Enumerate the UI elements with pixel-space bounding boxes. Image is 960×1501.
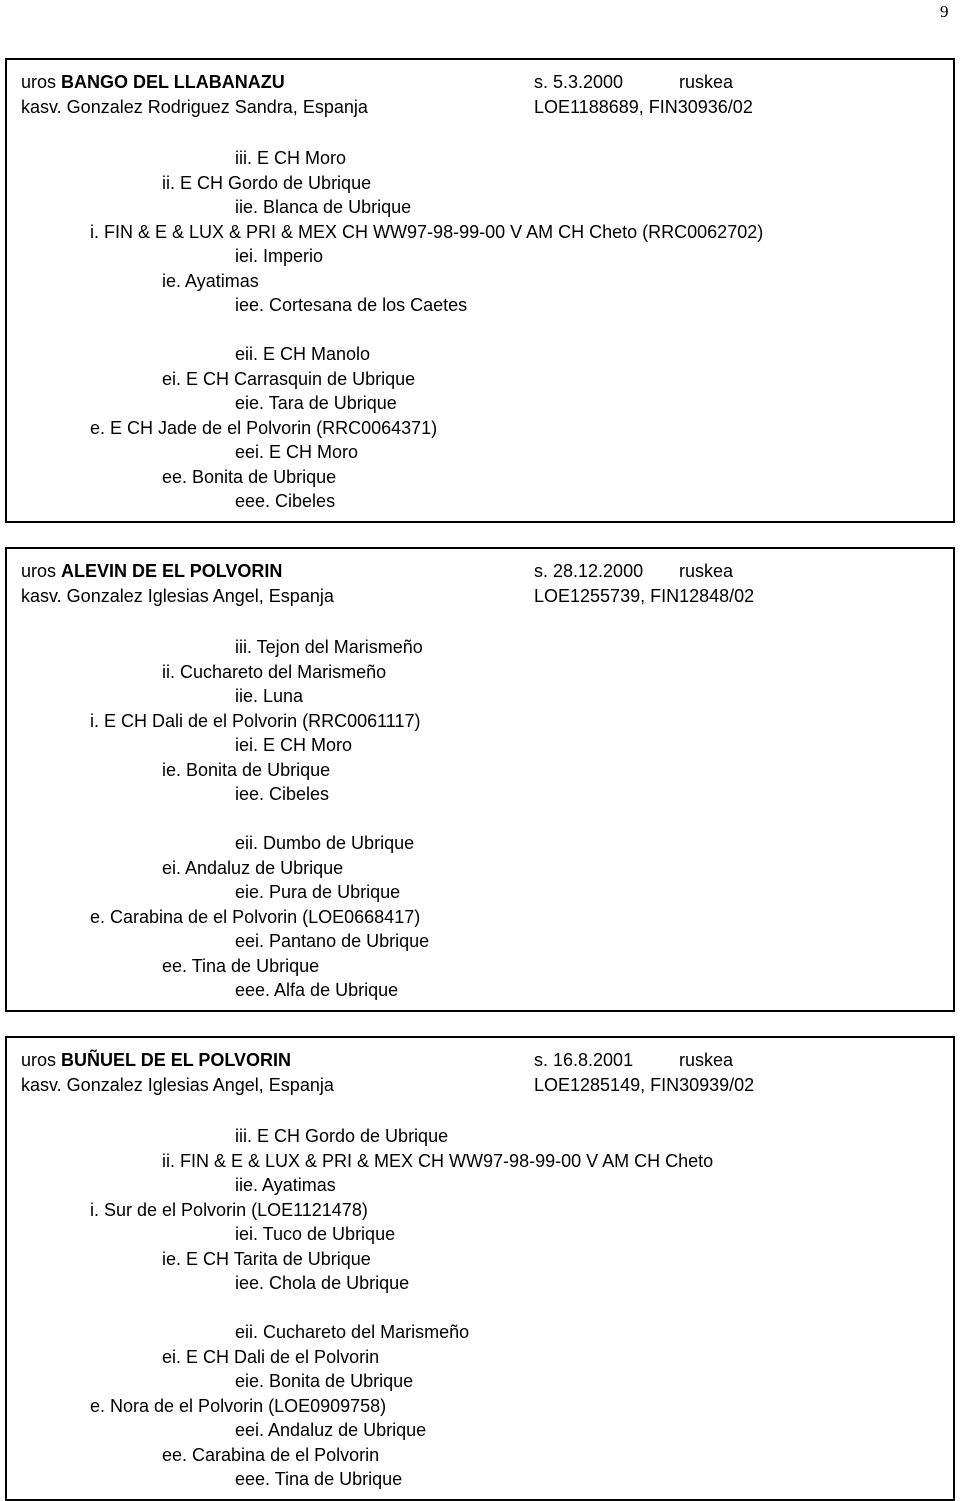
pedigree-ancestor: i. E CH Dali de el Polvorin (RRC0061117) <box>90 710 421 731</box>
pedigree-ancestor: ee. Bonita de Ubrique <box>162 466 337 487</box>
pedigree-line <box>7 489 953 513</box>
pedigree-line <box>7 195 953 219</box>
pedigree-line <box>7 782 953 806</box>
pedigree-line <box>7 635 953 659</box>
entry-breeder-row <box>7 1073 953 1097</box>
pedigree-ancestor: iie. Ayatimas <box>235 1175 336 1195</box>
pedigree-ancestor: e. E CH Jade de el Polvorin (RRC0064371) <box>90 417 438 438</box>
pedigree-line <box>7 146 953 170</box>
pedigree-ancestor: iii. E CH Gordo de Ubrique <box>235 1126 449 1146</box>
pedigree-ancestor: ii. E CH Gordo de Ubrique <box>162 172 372 193</box>
pedigree-line <box>7 367 953 391</box>
pedigree-line <box>7 1369 953 1393</box>
pedigree-line <box>7 391 953 415</box>
pedigree-line <box>7 1124 953 1148</box>
dog-name: ALEVIN DE EL POLVORIN <box>61 561 283 581</box>
pedigree-line <box>7 758 953 782</box>
pedigree-ancestor: ii. Cuchareto del Marismeño <box>162 661 387 682</box>
pedigree-ancestor: eee. Tina de Ubrique <box>235 1469 403 1489</box>
pedigree-line <box>7 1222 953 1246</box>
pedigree-ancestor: i. FIN & E & LUX & PRI & MEX CH WW97-98-99-00 V AM CH Cheto (RRC0062702) <box>90 221 764 242</box>
pedigree-ancestor: ee. Tina de Ubrique <box>162 955 320 976</box>
birth-date: s. 16.8.2001 <box>534 1050 634 1070</box>
pedigree-ancestor: iie. Blanca de Ubrique <box>235 197 412 217</box>
pedigree-ancestor: ie. Bonita de Ubrique <box>162 759 331 780</box>
pedigree-ancestor: ii. FIN & E & LUX & PRI & MEX CH WW97-98-99-00 V AM CH Cheto <box>162 1150 714 1171</box>
coat-color: ruskea <box>679 1050 734 1070</box>
pedigree-line <box>7 954 953 978</box>
sex-label: uros <box>21 72 57 92</box>
pedigree-line <box>7 1345 953 1369</box>
pedigree-ancestor: eii. Dumbo de Ubrique <box>235 833 415 853</box>
dog-title <box>21 559 282 583</box>
pedigree-line <box>7 220 953 244</box>
pedigree-ancestor: eee. Cibeles <box>235 491 336 511</box>
birth-date: s. 5.3.2000 <box>534 72 624 92</box>
pedigree-line <box>7 1173 953 1197</box>
breeder: kasv. Gonzalez Iglesias Angel, Espanja <box>21 585 334 606</box>
entry-header-row <box>7 1048 953 1072</box>
pedigree-ancestor: iei. Tuco de Ubrique <box>235 1224 396 1244</box>
pedigree-ancestor: ei. Andaluz de Ubrique <box>162 857 344 878</box>
pedigree-line <box>7 1467 953 1491</box>
pedigree-ancestor: ie. Ayatimas <box>162 270 259 291</box>
sex-label: uros <box>21 1050 57 1070</box>
pedigree-line <box>7 905 953 929</box>
pedigree-ancestor: eii. Cuchareto del Marismeño <box>235 1322 470 1342</box>
pedigree-line <box>7 1296 953 1320</box>
dog-entry <box>5 547 955 1012</box>
pedigree-line <box>7 416 953 440</box>
dog-title <box>21 70 285 94</box>
pedigree-ancestor: eie. Tara de Ubrique <box>235 393 397 413</box>
pedigree-ancestor: iei. E CH Moro <box>235 735 353 755</box>
pedigree-line <box>7 709 953 733</box>
pedigree-ancestor: iee. Cibeles <box>235 784 330 804</box>
dog-name: BUÑUEL DE EL POLVORIN <box>61 1050 292 1070</box>
pedigree-ancestor: ie. E CH Tarita de Ubrique <box>162 1248 371 1269</box>
entry-header-row <box>7 70 953 94</box>
dog-entry <box>5 58 955 523</box>
pedigree-ancestor: ee. Carabina de el Polvorin <box>162 1444 380 1465</box>
pedigree-ancestor: iii. Tejon del Marismeño <box>235 637 423 657</box>
pedigree-ancestor: iie. Luna <box>235 686 304 706</box>
pedigree-ancestor: iei. Imperio <box>235 246 324 266</box>
entry-breeder-row <box>7 584 953 608</box>
pedigree-line <box>7 465 953 489</box>
pedigree-line <box>7 1198 953 1222</box>
pedigree-line <box>7 1247 953 1271</box>
pedigree-line <box>7 1394 953 1418</box>
pedigree-line <box>7 831 953 855</box>
breeder: kasv. Gonzalez Rodriguez Sandra, Espanja <box>21 96 368 117</box>
entry-header-row <box>7 559 953 583</box>
pedigree-ancestor: eei. Pantano de Ubrique <box>235 931 430 951</box>
entry-breeder-row <box>7 95 953 119</box>
pedigree-line <box>7 1320 953 1344</box>
pedigree-ancestor: eei. E CH Moro <box>235 442 359 462</box>
pedigree-line <box>7 318 953 342</box>
pedigree-ancestor: iii. E CH Moro <box>235 148 347 168</box>
dog-entry <box>5 1036 955 1501</box>
coat-color: ruskea <box>679 72 734 92</box>
pedigree-line <box>7 660 953 684</box>
pedigree-ancestor: eei. Andaluz de Ubrique <box>235 1420 427 1440</box>
pedigree-line <box>7 856 953 880</box>
pedigree-line <box>7 733 953 757</box>
pedigree-line <box>7 807 953 831</box>
pedigree-ancestor: iee. Cortesana de los Caetes <box>235 295 468 315</box>
coat-color: ruskea <box>679 561 734 581</box>
registration-numbers: LOE1188689, FIN30936/02 <box>534 96 753 117</box>
pedigree-line <box>7 1443 953 1467</box>
pedigree-line <box>7 1149 953 1173</box>
registration-numbers: LOE1255739, FIN12848/02 <box>534 585 755 606</box>
dog-title <box>21 1048 291 1072</box>
breeder: kasv. Gonzalez Iglesias Angel, Espanja <box>21 1074 334 1095</box>
pedigree-line <box>7 929 953 953</box>
pedigree-ancestor: iee. Chola de Ubrique <box>235 1273 410 1293</box>
pedigree-line <box>7 440 953 464</box>
sex-label: uros <box>21 561 57 581</box>
pedigree-ancestor: i. Sur de el Polvorin (LOE1121478) <box>90 1199 368 1220</box>
pedigree-line <box>7 269 953 293</box>
pedigree-ancestor: e. Nora de el Polvorin (LOE0909758) <box>90 1395 387 1416</box>
dog-name: BANGO DEL LLABANAZU <box>61 72 285 92</box>
pedigree-ancestor: eie. Pura de Ubrique <box>235 882 401 902</box>
pedigree-ancestor: ei. E CH Dali de el Polvorin <box>162 1346 380 1367</box>
pedigree-line <box>7 171 953 195</box>
pedigree-line <box>7 342 953 366</box>
pedigree-line <box>7 244 953 268</box>
pedigree-line <box>7 1418 953 1442</box>
pedigree-line <box>7 978 953 1002</box>
pedigree-ancestor: eee. Alfa de Ubrique <box>235 980 399 1000</box>
pedigree-ancestor: eii. E CH Manolo <box>235 344 371 364</box>
birth-date: s. 28.12.2000 <box>534 561 644 581</box>
page-number: 9 <box>940 2 949 21</box>
pedigree-ancestor: eie. Bonita de Ubrique <box>235 1371 414 1391</box>
registration-numbers: LOE1285149, FIN30939/02 <box>534 1074 755 1095</box>
pedigree-ancestor: e. Carabina de el Polvorin (LOE0668417) <box>90 906 421 927</box>
pedigree-line <box>7 880 953 904</box>
pedigree-line <box>7 684 953 708</box>
pedigree-line <box>7 1271 953 1295</box>
pedigree-ancestor: ei. E CH Carrasquin de Ubrique <box>162 368 416 389</box>
pedigree-line <box>7 293 953 317</box>
